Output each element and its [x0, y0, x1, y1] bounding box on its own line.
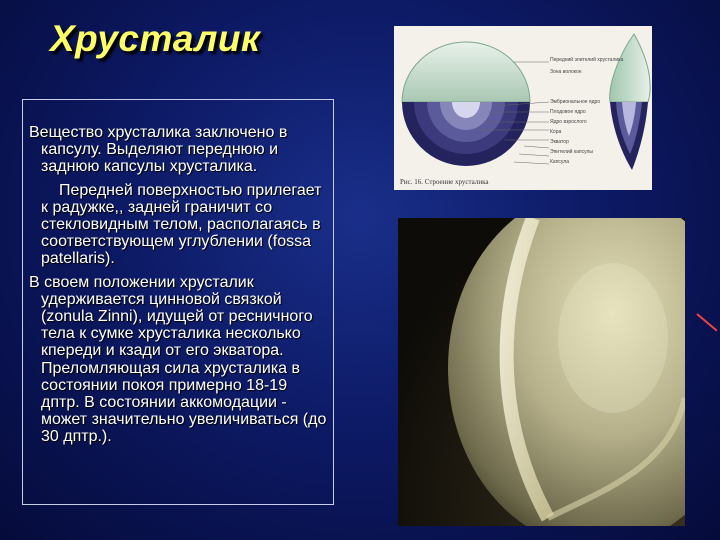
figure-caption: Рис. 16. Строение хрусталика: [400, 178, 489, 186]
lens-photo: [398, 218, 685, 526]
figure-label: Ядро взрослого: [550, 119, 587, 125]
paragraph-capsule: Вещество хрусталика заключено в капсулу. Выделяют переднюю и заднюю капсулы хрусталика.: [29, 124, 288, 176]
lens-anterior-half: [402, 42, 530, 102]
pointer-mark: [696, 313, 717, 331]
figure-label: Экватор: [550, 139, 569, 145]
lens-side-anterior: [610, 34, 650, 102]
figure-label: Кора: [550, 129, 562, 135]
lens-diagram: [394, 26, 652, 190]
figure-label: Капсула: [550, 159, 569, 165]
paragraph-position: В своем положении хрусталик удерживается цинновой связкой (zonula Zinni), идущей от ресничного тела к сумке хрусталика несколько кпереди и кзади от его экватора. Преломляющая сила хрусталика в состоянии покоя примерно 18-19 дптр. В состоянии аккомодации - может значительно увеличиваться (до 30 дптр.).: [29, 273, 327, 446]
figure-label: Эпителий капсулы: [550, 149, 594, 155]
paragraph-surfaces: Передней поверхностью прилегает к радужке,, задней граничит со стекловидным телом, располагаясь в соответствующем углублении (fossa patellaris).: [41, 181, 322, 268]
lens-structure-figure: [394, 26, 652, 190]
text-box: [22, 99, 334, 505]
slide-title: Хрусталик: [50, 18, 261, 59]
figure-label: Передний эпителий хрусталика: [550, 57, 624, 63]
figure-label: Зона волокон: [550, 69, 582, 75]
lens-photo-image: [398, 218, 685, 526]
figure-label: Плодовое ядро: [550, 109, 586, 115]
figure-label: Эмбриональное ядро: [550, 99, 601, 105]
